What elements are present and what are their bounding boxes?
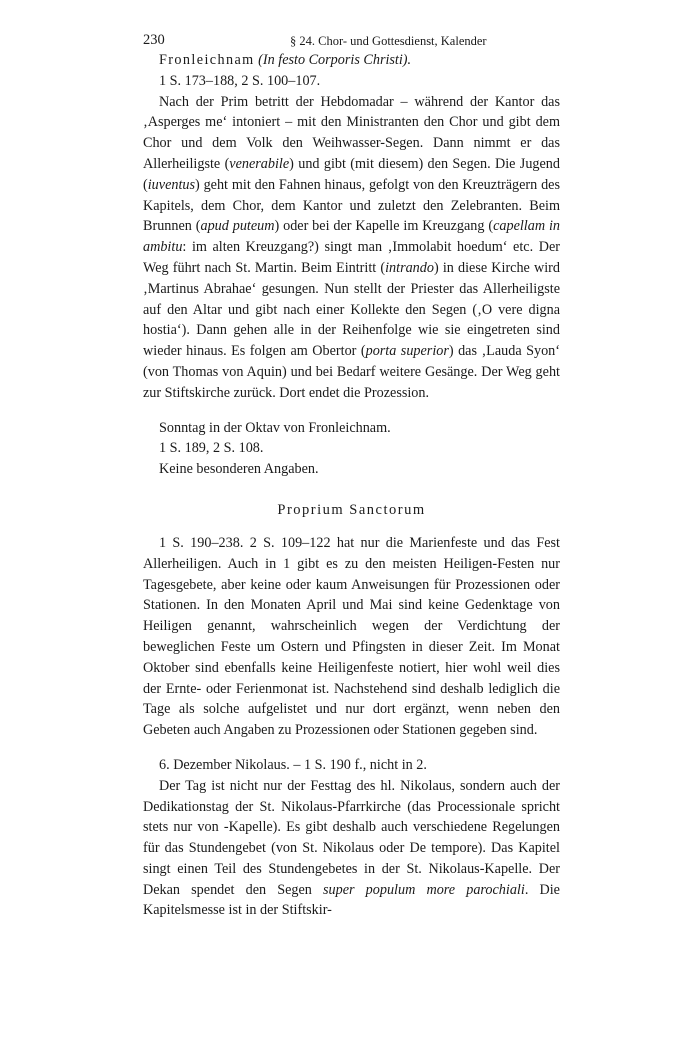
nikolaus-title: 6. Dezember Nikolaus. – 1 S. 190 f., nicht in 2.	[159, 756, 427, 773]
sonntag-section	[143, 418, 560, 480]
fronleichnam-refs: 1 S. 173–188, 2 S. 100–107.	[159, 72, 321, 89]
sonntag-refs: 1 S. 189, 2 S. 108.	[159, 440, 264, 457]
nikolaus-body: Der Tag ist nicht nur der Festtag des hl. Nikolaus, sondern auch der Dedikationstag der St. Nikolaus-Pfarrkirche (das Processionale spricht stets nur von -Kapelle). Es gibt deshalb auch verschiedene Regelungen für das Stundengebet (von St. Nikolaus oder De tempore). Das Kapitel singt einen Teil des Stundengebetes in der St. Nikolaus-Kapelle. Der Dekan spendet den Segen super populum more parochiali. Die Kapitelsmesse ist in der Stiftskir-	[143, 777, 560, 919]
latin-term: intrando	[385, 259, 434, 276]
document-page	[143, 28, 560, 921]
fronleichnam-body: Nach der Prim betritt der Hebdomadar – während der Kantor das ‚Asperges me‘ intoniert – mit den Ministranten den Chor und gibt dem Chor und dem Volk den Weihwasser-Segen. Dann nimmt er das Allerheiligste (venerabile) und gibt (mit diesem) den Segen. Die Jugend (iuventus) geht mit den Fahnen hinaus, gefolgt von den Kreuzträgern des Kapitels, dem Chor, dem Kantor und zuletzt den Zelebranten. Beim Brunnen (apud puteum) oder bei der Kapelle im Kreuzgang (capellam in ambitu: im alten Kreuzgang?) singt man ‚Immolabit hoedum‘ etc. Der Weg führt nach St. Martin. Beim Eintritt (intrando) in diese Kirche wird ‚Martinus Abrahae‘ gesungen. Nun stellt der Priester das Allerheiligste auf den Altar und gibt nach einer Kollekte den Segen (‚O vere digna hostia‘). Dann gehen alle in der Reihenfolge wie sie eingetreten sind wieder hinaus. Es folgen am Obertor (porta superior) das ‚Lauda Syon‘ (von Thomas von Aquin) und bei Bedarf weitere Gesänge. Der Weg geht zur Stiftskirche zurück. Dort endet die Prozession.	[143, 93, 560, 401]
latin-term: super populum more parochiali	[323, 881, 525, 898]
proprium-section	[143, 533, 560, 741]
fronleichnam-heading	[143, 50, 560, 71]
fronleichnam-title: Fronleichnam	[159, 52, 255, 68]
latin-term: venerabile	[229, 155, 290, 172]
fronleichnam-section	[143, 50, 560, 404]
fronleichnam-title-latin: (In festo Corporis Christi).	[258, 52, 412, 68]
proprium-body: 1 S. 190–238. 2 S. 109–122 hat nur die Marienfeste und das Fest Allerheiligen. Auch in 1 gibt es zu den meisten Heiligen-Festen nur Tagesgebete, aber keine oder kaum Anweisungen für Prozessionen oder Stationen. In den Monaten April und Mai sind keine Gedenktage von Heiligen genannt, wahrscheinlich wegen der Verdichtung der beweglichen Feste um Ostern und Pfingsten in dieser Zeit. Im Monat Oktober sind ebenfalls keine Heiligenfeste notiert, hier wohl weil dies der Ernte- oder Ferienmonat ist. Nachstehend sind deshalb lediglich die Tage als solche aufgelistet und nur dort ergänzt, wenn neben den Gebeten auch Angaben zu Prozessionen oder Stationen gegeben sind.	[143, 534, 560, 739]
running-title: § 24. Chor- und Gottesdienst, Kalender	[290, 34, 487, 48]
latin-term: porta superior	[365, 343, 449, 360]
nikolaus-section	[143, 755, 560, 921]
latin-term: apud puteum	[200, 218, 275, 235]
sonntag-title: Sonntag in der Oktav von Fronleichnam.	[159, 419, 391, 436]
proprium-title: Proprium Sanctorum	[277, 501, 426, 518]
sonntag-note: Keine besonderen Angaben.	[159, 461, 319, 478]
page-header	[143, 28, 560, 50]
latin-term: capellam in ambitu	[143, 218, 560, 256]
latin-term: iuventus	[147, 176, 196, 193]
page-number: 230	[143, 32, 165, 48]
